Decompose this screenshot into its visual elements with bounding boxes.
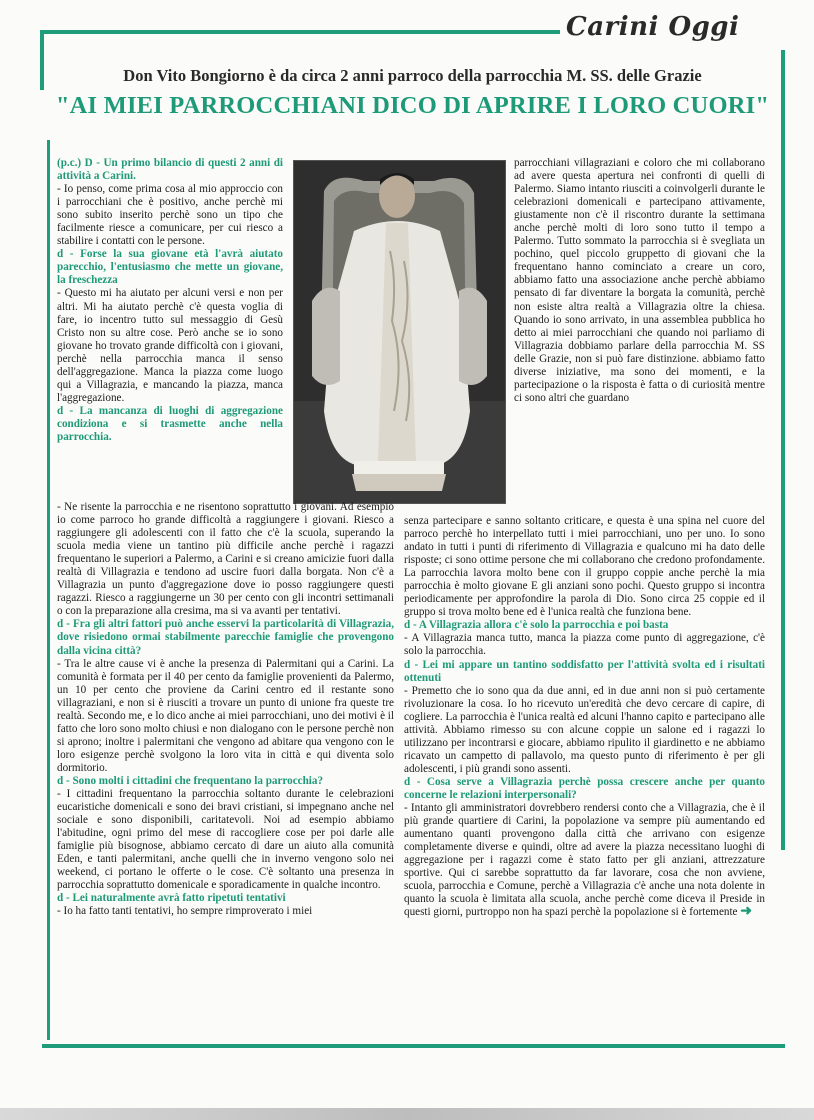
rw-q1: d - A Villagrazia allora c'è solo la parrocchia e poi basta bbox=[404, 619, 669, 632]
column-right-top bbox=[514, 157, 765, 405]
rw-q3: d - Cosa serve a Villagrazia perchè possa crescere anche per quanto concerne le relazioni interpersonali? bbox=[404, 775, 765, 801]
bottom-rule bbox=[42, 1044, 785, 1048]
lw-q3: d - Lei naturalmente avrà fatto ripetuti tentativi bbox=[57, 892, 286, 905]
lw-q2: d - Sono molti i cittadini che frequentano la parrocchia? bbox=[57, 774, 324, 787]
col1-q2: d - Forse la sua giovane età l'avrà aiutato parecchio, l'entusiasmo che mette un giovane, la freschezza bbox=[57, 248, 283, 287]
col1-a2: - Questo mi ha aiutato per alcuni versi e non per altri. Mi ha aiutato perchè c'è questa voglia di fare, io incentro tutto sul messaggio di Gesù Cristo non su altre cose. Però anche se io sono giovane ho trovato grande difficoltà con i giovani, perchè nella parrocchia manca il senso dell'aggregazione. Manca la piazza come luogo qui a Villagrazia, e mancando la piazza, manca l'aggregazione. bbox=[57, 287, 283, 404]
scan-edge bbox=[0, 1108, 814, 1120]
lw-a1: - Ne risente la parrocchia e ne risentono soprattutto i giovani. Ad esempio io come parroco ho grande difficoltà a raggiungere i giovani. Riesco a raggiungere gli adolescenti con il fatto che c'è la scuola, superando la scuola media viene un tantino più difficile anche perchè i ragazzi frequentano le superiori a Palermo, a Carini e si creano amicizie fuori dalla realtà di Villagrazia e tendono ad uscire fuori dalla borgata. Non c'è a Villagrazia un punto d'aggregazione dove io posso raggiungere questi ragazzi. Riesco a raggiungerne un 30 per cento con gli incontri settimanali o con la preparazione alla cresima, ma si va avanti per tentativi. bbox=[57, 501, 394, 618]
col3-a1: parrocchiani villagraziani e coloro che mi collaborano ad avere questa apertura nei confronti di quelli di Palermo. Siamo intanto riusciti a coinvolgerli durante le celebrazioni domenicali e partecipano attivamente, giustamente non c'è il riscontro durante la settimana anche perchè molti di loro sono tutto il tempo a Palermo. Tutto sommato la parrocchia si è svegliata un pochino, quel piccolo gruppetto di giovani che la frequentano hanno cominciato a creare un coro, abbiamo fatto una associazione anche perchè abbiamo pensato di far diventare la borgata la comunità, perchè non esiste altra realtà a Villagrazia oltre la chiesa. Quando io sono arrivato, in una assemblea pubblica ho detto ai miei parrocchiani che quando noi parliamo di Villagrazia dobbiamo parlare della parrocchia M. SS delle Grazie, non si può fare distinzione. abbiamo fatto diverse iniziative, ma sono dei momenti, e la partecipazione o la risposta è fatta o di curiosità mentre ci sono altri che guardano bbox=[514, 157, 765, 404]
rw-a2: - A Villagrazia manca tutto, manca la piazza come punto di aggregazione, c'è solo la parrocchia. bbox=[404, 632, 765, 658]
lw-a2: - Tra le altre cause vi è anche la presenza di Palermitani qui a Carini. La comunità è formata per il 40 per cento da famiglie provenienti da Palermo, un 10 per cento che proviene da Carini centro ed il restante sono villagraziani, e non si è riusciti a trovare un punto di unione fra queste tre realtà. Secondo me, e lo dico anche ai miei parrocchiani, uno dei motivi è il fatto che loro sono molto chiusi e non dialogano con le persone perchè non si aprono; inoltre i palermitani che vengono ad abitare qua vengono con le loro esigenze perchè svolgono la loro vita in città e qui diventa solo dormitorio. bbox=[57, 657, 394, 774]
column-left-wide bbox=[57, 501, 394, 919]
lw-q1: d - Fra gli altri fattori può anche esservi la particolarità di Villagrazia, dove risiedono ormai stabilmente parecchie famiglie che provengono dalla vicina città? bbox=[57, 618, 394, 657]
rw-a1: senza partecipare e sanno soltanto criticare, e questa è una spina nel cuore del parroco perchè ho interpellato tutti i miei parrocchiani, uno per uno. Io sono andato in tutti i punti di riferimento di Villagrazia e qualcuno mi ha dato delle risposte; ci sono ottime persone che mi collaborano che credono profondamente. La parrocchia lavora molto bene con il gruppo coppie anche perchè la mia parrocchia è molto giovane E gli anziani sono pochi. Questo gruppo si incontra periodicamente per approfondire la parola di Dio. Sono circa 25 coppie ed il gruppo si trova molto bene ed è l'unica realtà che funziona bene. bbox=[404, 515, 765, 619]
column-left-top bbox=[57, 157, 283, 444]
priest-portrait-image bbox=[294, 161, 505, 503]
right-rule bbox=[781, 50, 785, 850]
arrow-right-icon: ➜ bbox=[740, 904, 753, 920]
lw-a4: - Io ha fatto tanti tentativi, ho sempre rimproverato i miei bbox=[57, 905, 313, 918]
rw-a3: - Premetto che io sono qua da due anni, ed in due anni non si può certamente rivoluzionare la cosa. Io ho ricevuto un'eredità che devo cercare di capire, di cogliere. La parrocchia è l'unica realtà ed alcuni l'hanno capito e partecipano alle attività. Abbiamo rimesso su con alcune coppie un salone ed i ragazzi lo utilizzano per incontrarsi e giocare, abbiamo ripulito il giardinetto e ne abbiamo ricavato un campetto di pallavolo, ma questo punto di riferimento è per gli adolescenti, i più grandi sono assenti. bbox=[404, 684, 765, 775]
lw-a3: - I cittadini frequentano la parrocchia soltanto durante le celebrazioni eucaristiche domenicali e sono dei bravi cristiani, si impegnano anche nel sociale e sono disponibili, caritatevoli. Noi ad esempio abbiamo l'abitudine, ogni primo del mese di raccogliere cose per poi darle alle famiglie più bisognose, abbiamo cercato di dare un aiuto alla comunità Eden, e tanti palermitani, anche quelli che in inverno vengono solo nei weekend, ci portano le offerte o le cose. C'è soltanto una presenza in parrocchia soprattutto domenicale e sporadicamente in qualche incontro. bbox=[57, 788, 394, 892]
column-rule bbox=[47, 140, 50, 1040]
rw-a4 bbox=[404, 802, 765, 919]
top-rule bbox=[40, 30, 560, 34]
rw-q2: d - Lei mi appare un tantino soddisfatto per l'attività svolta ed i risultati ottenuti bbox=[404, 658, 765, 684]
rw-a4-text: - Intanto gli amministratori dovrebbero rendersi conto che a Villagrazia, che è il più grande quartiere di Carini, la popolazione va sempre più aumentando ed aumentano quanti provengono dalla città che arrivano con esigenze completamente diverse e quindi, oltre ad avere la piazza necessitano luoghi di aggregazione per i ragazzi come è stato fatto per gli anziani, attrezzature sportive. Qui ci sarebbe soprattutto da far lavorare, cosa che non avviene, scuola, parrocchia e Comune, perchè a Villagrazia c'è anche una nota dolente in quanto la scuola è limitata alla scuola, anche perchè come diceva il Preside in questi giorni, purtroppo non ha spazi perchè la popolazione si è fortemente bbox=[404, 802, 765, 919]
portrait-photo bbox=[293, 160, 506, 504]
col1-q3: d - La mancanza di luoghi di aggregazione condiziona e si trasmette anche nella parrocchia. bbox=[57, 404, 283, 443]
masthead: Carini Oggi bbox=[566, 12, 740, 42]
col1-a1: - Io penso, come prima cosa al mio approccio con i parrocchiani che è positivo, anche perchè mi sono subito inserito perchè sono un tipo che facilmente riesce a comunicare, per cui riesco a stabilire i contatti con le persone. bbox=[57, 183, 283, 248]
headline: "AI MIEI PARROCCHIANI DICO DI APRIRE I LORO CUORI" bbox=[55, 92, 770, 119]
subtitle: Don Vito Bongiorno è da circa 2 anni parroco della parrocchia M. SS. delle Grazie bbox=[123, 66, 702, 85]
col1-q1: (p.c.) D - Un primo bilancio di questi 2 anni di attività a Carini. bbox=[57, 157, 283, 183]
column-right-wide bbox=[404, 515, 765, 919]
